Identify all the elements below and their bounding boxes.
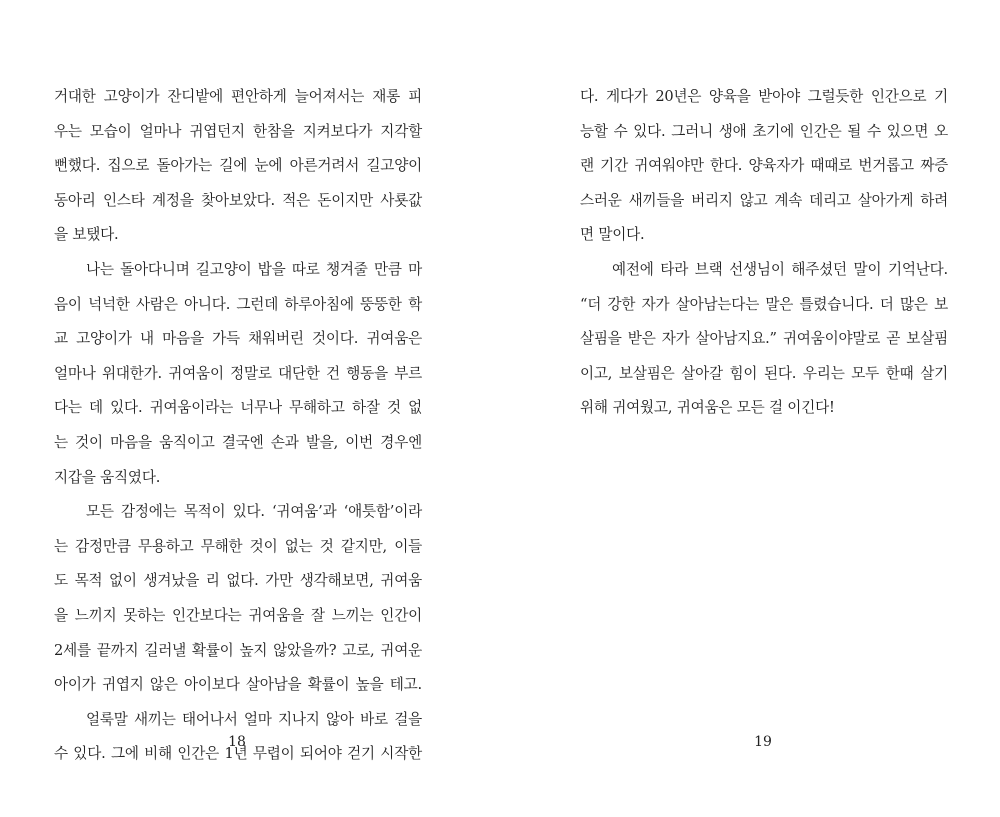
text-line: 위해 귀여웠고, 귀여움은 모든 걸 이긴다! <box>580 399 835 417</box>
text-line: 다. 게다가 20년은 양육을 받아야 그럴듯한 인간으로 기 <box>580 88 948 105</box>
text-line: 수 있다. 그에 비해 인간은 1년 무렵이 되어야 걷기 시작한 <box>54 745 422 763</box>
text-line: 는 감정만큼 무용하고 무해한 것이 없는 것 같지만, 이들 <box>54 537 422 555</box>
text-line: 도 목적 없이 생겨났을 리 없다. 가만 생각해보면, 귀여움 <box>54 572 422 590</box>
text-line: “더 강한 자가 살아남는다는 말은 틀렸습니다. 더 많은 보 <box>580 295 948 313</box>
text-line: 랜 기간 귀여워야만 한다. 양육자가 때때로 번거롭고 짜증 <box>580 157 948 175</box>
right-page-number: 19 <box>754 734 772 750</box>
left-page-body-text <box>54 80 422 772</box>
text-line: 거대한 고양이가 잔디밭에 편안하게 늘어져서는 재롱 피 <box>54 88 422 105</box>
text-line: 능할 수 있다. 그러니 생애 초기에 인간은 될 수 있으면 오 <box>580 122 948 140</box>
text-line: 이고, 보살핌은 살아갈 힘이 된다. 우리는 모두 한때 살기 <box>580 364 948 382</box>
text-line: 예전에 타라 브랙 선생님이 해주셨던 말이 기억난다. <box>612 260 948 278</box>
right-page <box>500 0 1000 817</box>
text-line: 모든 감정에는 목적이 있다. ‘귀여움’과 ‘애틋함’이라 <box>86 503 422 521</box>
text-line: 살핌을 받은 자가 살아남지요.” 귀여움이야말로 곧 보살핌 <box>580 330 948 348</box>
text-line: 음이 넉넉한 사람은 아니다. 그런데 하루아침에 뚱뚱한 학 <box>54 295 422 313</box>
text-line: 을 보탰다. <box>54 226 119 244</box>
text-line: 2세를 끝까지 길러낼 확률이 높지 않았을까? 고로, 귀여운 <box>54 641 422 659</box>
text-line: 스러운 새끼들을 버리지 않고 계속 데리고 살아가게 하려 <box>580 191 948 209</box>
text-line: 을 느끼지 못하는 인간보다는 귀여움을 잘 느끼는 인간이 <box>54 606 422 624</box>
text-line: 동아리 인스타 계정을 찾아보았다. 적은 돈이지만 사룟값 <box>54 191 422 209</box>
left-page-number: 18 <box>228 734 246 750</box>
text-line: 우는 모습이 얼마나 귀엽던지 한참을 지켜보다가 지각할 <box>54 122 422 140</box>
text-line: 면 말이다. <box>580 226 645 244</box>
text-line: 다는 데 있다. 귀여움이라는 너무나 무해하고 하잘 것 없 <box>54 399 422 417</box>
text-line: 지갑을 움직였다. <box>54 468 161 486</box>
text-line: 얼마나 위대한가. 귀여움이 정말로 대단한 건 행동을 부르 <box>54 364 422 382</box>
text-line: 뻔했다. 집으로 돌아가는 길에 눈에 아른거려서 길고양이 <box>54 157 422 175</box>
text-line: 는 것이 마음을 움직이고 결국엔 손과 발을, 이번 경우엔 <box>54 433 422 451</box>
text-line: 아이가 귀엽지 않은 아이보다 살아남을 확률이 높을 테고. <box>54 676 422 694</box>
text-line: 나는 돌아다니며 길고양이 밥을 따로 챙겨줄 만큼 마 <box>86 260 422 278</box>
right-page-body-text <box>580 80 948 426</box>
text-line: 얼룩말 새끼는 태어나서 얼마 지나지 않아 바로 걸을 <box>86 710 422 728</box>
text-line: 교 고양이가 내 마음을 가득 채워버린 것이다. 귀여움은 <box>54 330 422 348</box>
